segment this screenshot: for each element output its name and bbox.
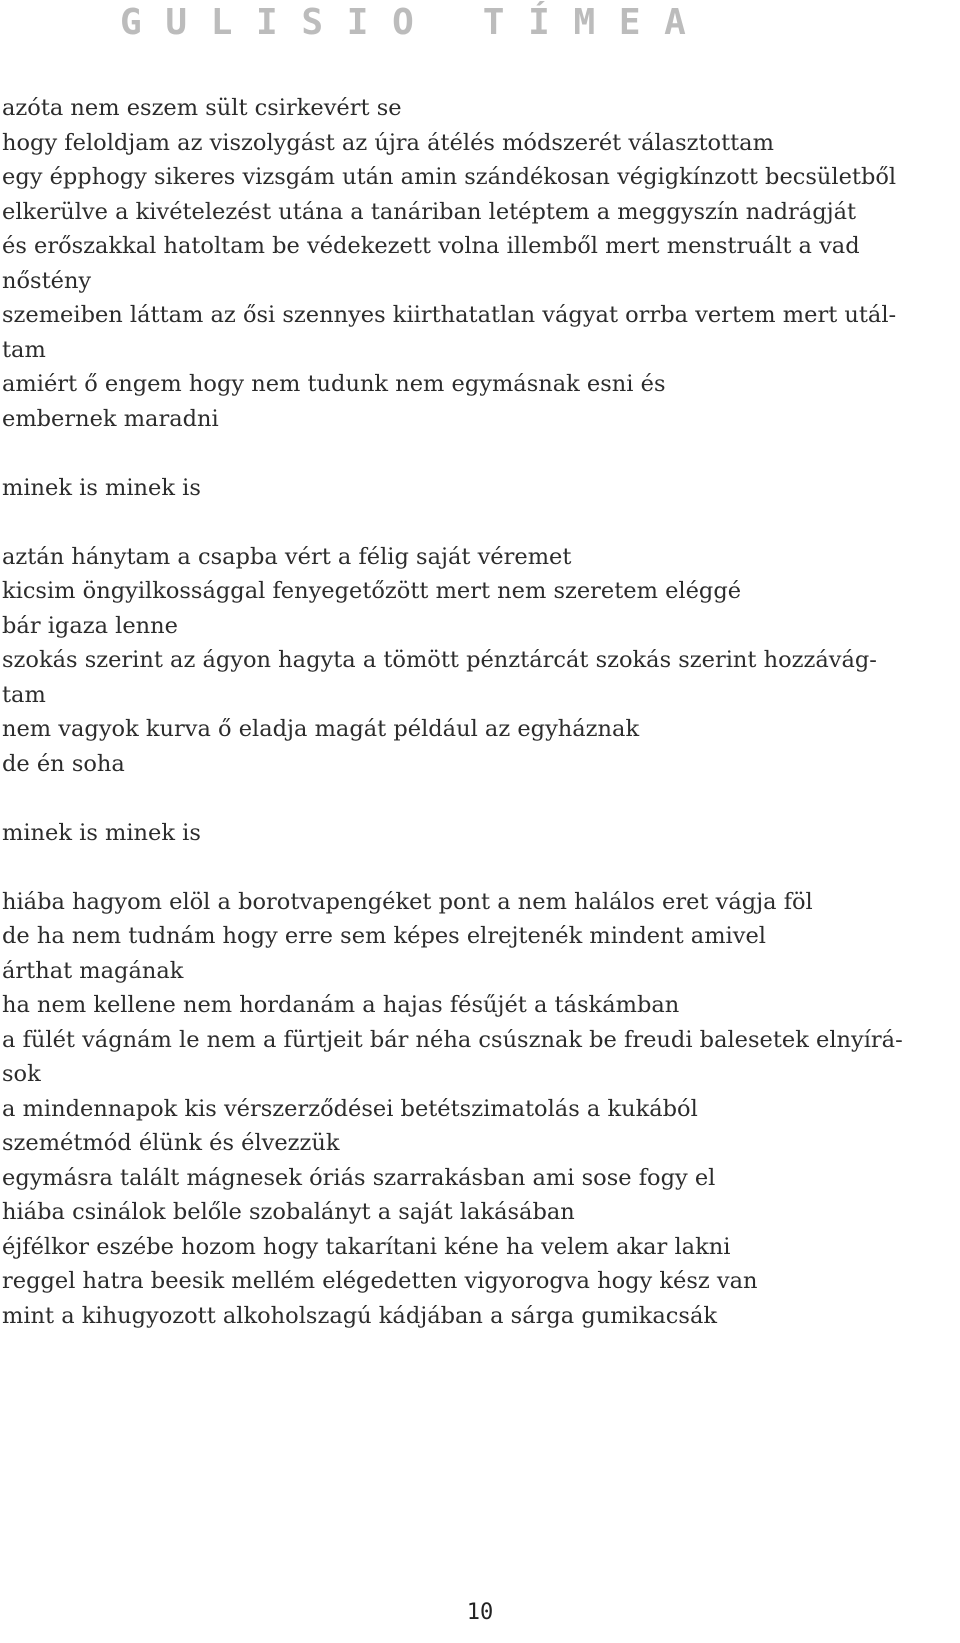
poem-line: elkerülve a kivételezést utána a tanáriban letéptem a meggyszín nadrágját [2, 198, 857, 225]
poem-line: nőstény [2, 267, 92, 294]
poem-line: szokás szerint az ágyon hagyta a tömött pénztárcát szokás szerint hozzávág- [2, 647, 877, 673]
poem-line: tam [2, 336, 46, 363]
poem-line: bár igaza lenne [2, 612, 178, 639]
poem-line: ha nem kellene nem hordanám a hajas fésűjét a táskámban [2, 992, 680, 1018]
poem-line: és erőszakkal hatoltam be védekezett volna illemből mert menstruált a vad [2, 233, 860, 259]
stanza-2 [2, 540, 952, 782]
poem-line: aztán hánytam a csapba vért a félig saját véremet [2, 543, 572, 570]
page-number: 10 [466, 1600, 494, 1625]
stanza-gap [2, 850, 952, 885]
stanza-3 [2, 885, 952, 1334]
poem-line: egy épphogy sikeres vizsgám után amin szándékosan végigkínzott becsületből [2, 164, 897, 190]
poem-line: mint a kihugyozott alkoholszagú kádjában a sárga gumikacsák [2, 1302, 718, 1329]
poem-line: szemétmód élünk és élvezzük [2, 1130, 340, 1156]
poem-line: embernek maradni [2, 405, 219, 432]
poem-line: hiába csinálok belőle szobalányt a saját lakásában [2, 1199, 575, 1225]
refrain-line: minek is minek is [2, 474, 201, 501]
stanza-1 [2, 91, 952, 436]
poem-line: nem vagyok kurva ő eladja magát például az egyháznak [2, 716, 640, 742]
poem-line: árthat magának [2, 957, 184, 984]
poem-line: éjfélkor eszébe hozom hogy takarítani kéne ha velem akar lakni [2, 1233, 731, 1260]
poem-line: egymásra talált mágnesek óriás szarrakásban ami sose fogy el [2, 1164, 716, 1191]
poem-line: szemeiben láttam az ősi szennyes kiirthatatlan vágyat orrba vertem mert utál- [2, 302, 897, 328]
poem-body [2, 91, 952, 1333]
poem-line: kicsim öngyilkossággal fenyegetőzött mert nem szeretem eléggé [2, 578, 742, 604]
poem-line: de ha nem tudnám hogy erre sem képes elrejtenék mindent amivel [2, 923, 766, 949]
poem-line: hiába hagyom elöl a borotvapengéket pont a nem halálos eret vágja föl [2, 888, 813, 915]
poem-line: sok [2, 1061, 41, 1087]
poem-line: de én soha [2, 750, 125, 777]
poem-line: hogy feloldjam az viszolygást az újra átélés módszerét választottam [2, 129, 774, 156]
poem-line: tam [2, 681, 46, 708]
poem-line: reggel hatra beesik mellém elégedetten vigyorogva hogy kész van [2, 1268, 758, 1294]
author-name-header: G U L I S I O T Í M E A [120, 2, 687, 43]
stanza-gap [2, 436, 952, 471]
poem-line: amiért ő engem hogy nem tudunk nem egymásnak esni és [2, 371, 666, 397]
poem-line: a fülét vágnám le nem a fürtjeit bár néha csúsznak be freudi balesetek elnyírá- [2, 1026, 903, 1053]
poem-line: azóta nem eszem sült csirkevért se [2, 95, 402, 121]
stanza-gap [2, 505, 952, 540]
stanza-gap [2, 781, 952, 816]
refrain-line: minek is minek is [2, 819, 201, 846]
poem-line: a mindennapok kis vérszerződései betétszimatolás a kukából [2, 1095, 698, 1122]
